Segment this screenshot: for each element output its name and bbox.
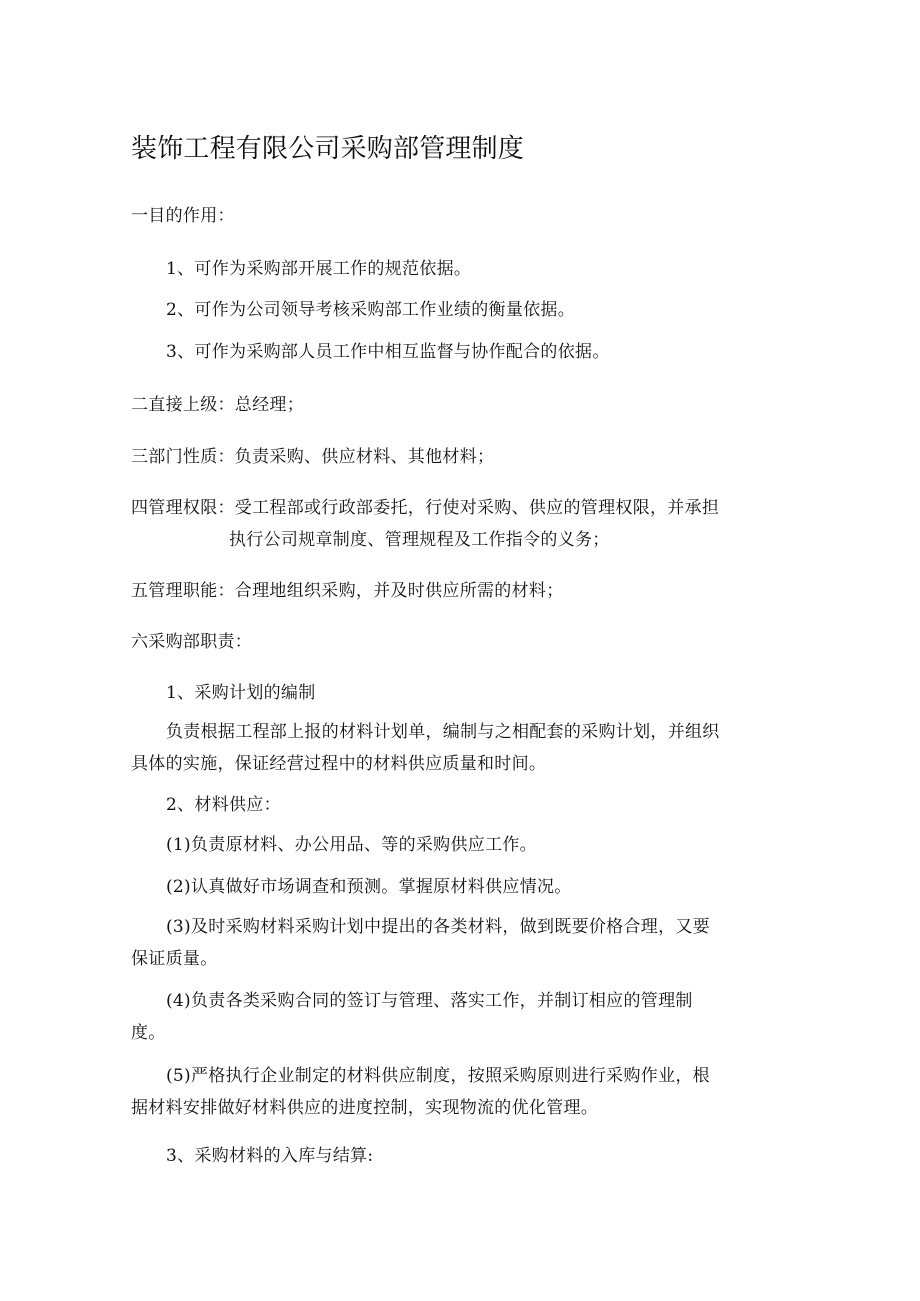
page-title: 装饰工程有限公司采购部管理制度 [131, 134, 525, 164]
section-5: 五管理职能：合理地组织采购，并及时供应所需的材料； [131, 581, 564, 601]
section-3: 三部门性质：负责采购、供应材料、其他材料； [131, 447, 495, 467]
section-1-item-2: 2、可作为公司领导考核采购部工作业绩的衡量依据。 [166, 300, 576, 320]
subsection-3-heading: 3、采购材料的入库与结算: [166, 1146, 374, 1166]
subsection-2-item-2: (2)认真做好市场调查和预测。掌握原材料供应情况。 [166, 877, 572, 897]
section-2: 二直接上级：总经理； [131, 395, 304, 415]
subsection-2-heading: 2、材料供应： [166, 795, 281, 815]
subsection-1-heading: 1、采购计划的编制 [166, 683, 316, 703]
subsection-1-paragraph-line-1: 负责根据工程部上报的材料计划单，编制与之相配套的采购计划，并组织 [166, 722, 720, 742]
subsection-2-item-4-line-2: 度。 [131, 1023, 166, 1043]
section-1-item-3: 3、可作为采购部人员工作中相互监督与协作配合的依据。 [166, 342, 610, 362]
subsection-2-item-1: (1)负责原材料、办公用品、等的采购供应工作。 [166, 835, 537, 855]
subsection-2-item-3-line-1: (3)及时采购材料采购计划中提出的各类材料，做到既要价格合理，又要 [166, 917, 710, 937]
subsection-1-paragraph-line-2: 具体的实施，保证经营过程中的材料供应质量和时间。 [131, 754, 547, 774]
section-1-item-1: 1、可作为采购部开展工作的规范依据。 [166, 259, 472, 279]
section-4-line-1: 四管理权限：受工程部或行政部委托，行使对采购、供应的管理权限，并承担 [131, 498, 720, 518]
subsection-2-item-5-line-2: 据材料安排做好材料供应的进度控制，实现物流的优化管理。 [131, 1098, 599, 1118]
section-1-heading: 一目的作用： [131, 206, 235, 226]
subsection-2-item-5-line-1: (5)严格执行企业制定的材料供应制度，按照采购原则进行采购作业，根 [166, 1066, 710, 1086]
subsection-2-item-3-line-2: 保证质量。 [131, 949, 218, 969]
section-6-heading: 六采购部职责： [131, 632, 253, 652]
subsection-2-item-4-line-1: (4)负责各类采购合同的签订与管理、落实工作，并制订相应的管理制 [166, 991, 693, 1011]
section-4-line-2: 执行公司规章制度、管理规程及工作指令的义务； [229, 530, 610, 550]
